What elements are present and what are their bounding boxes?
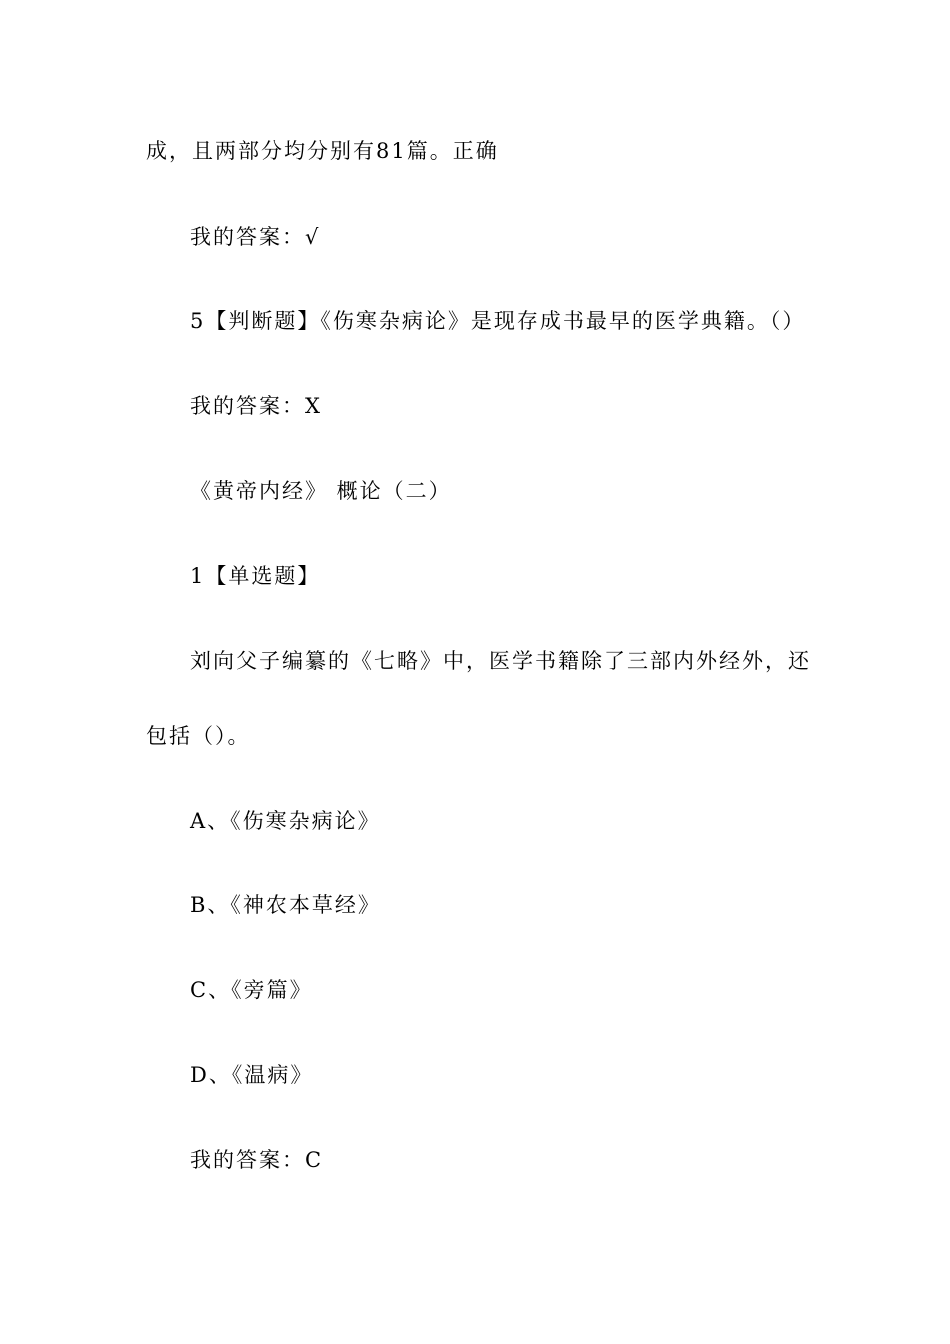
option-d: D、《温病》 bbox=[190, 1063, 314, 1087]
my-answer-line: 我的答案：C bbox=[190, 1148, 324, 1172]
continued-statement-text: 成，且两部分均分别有81篇。正确 bbox=[146, 139, 499, 163]
option-a: A、《伤寒杂病论》 bbox=[190, 809, 381, 833]
option-b: B、《神农本草经》 bbox=[190, 893, 381, 917]
section-heading: 《黄帝内经》 概论（二） bbox=[190, 479, 452, 503]
my-answer-line: 我的答案：√ bbox=[190, 225, 321, 249]
question-5-true-false: 5【判断题】《伤寒杂病论》是现存成书最早的医学典籍。（） bbox=[190, 309, 806, 333]
my-answer-line: 我的答案：X bbox=[190, 394, 322, 418]
question-1-text-continued: 包括（）。 bbox=[146, 724, 251, 748]
question-1-single-choice-label: 1【单选题】 bbox=[190, 564, 321, 588]
option-c: C、《旁篇》 bbox=[190, 978, 313, 1002]
question-1-text: 刘向父子编纂的《七略》中，医学书籍除了三部内外经外，还 bbox=[190, 649, 811, 673]
